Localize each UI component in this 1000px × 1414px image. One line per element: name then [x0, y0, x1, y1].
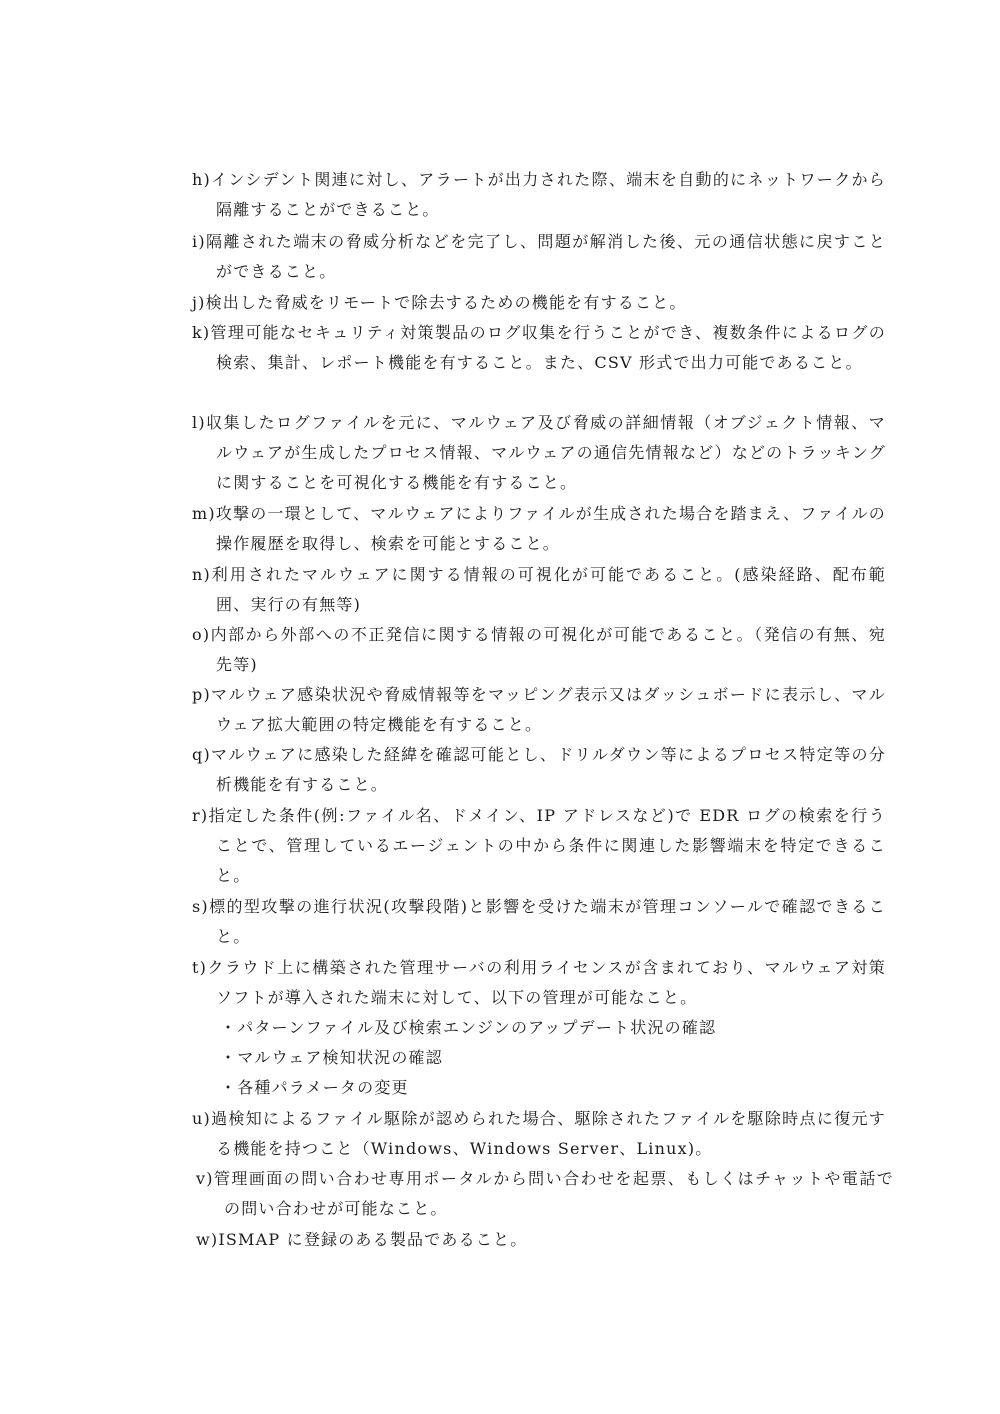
item-marker: i)	[192, 232, 206, 251]
item-marker: o)	[192, 625, 211, 644]
item-text: インシデント関連に対し、アラートが出力された際、端末を自動的にネットワークから隔離することができること。	[210, 170, 886, 219]
item-text: 指定した条件(例:ファイル名、ドメイン、IP アドレスなど)で EDR ログの検索を行うことで、管理しているエージェントの中から条件に関連した影響端末を特定できること。	[208, 806, 886, 885]
t-subitem-pattern-update: ・パターンファイル及び検索エンジンのアップデート状況の確認	[220, 1018, 717, 1037]
list-item-m	[192, 499, 886, 559]
item-text: ISMAP に登録のある製品であること。	[218, 1230, 528, 1249]
list-item-o	[192, 620, 886, 680]
list-item-n	[192, 560, 886, 620]
list-item-s	[192, 892, 886, 952]
list-item-r	[192, 801, 886, 891]
item-text: 検出した脅威をリモートで除去するための機能を有すること。	[205, 293, 687, 312]
item-text: 収集したログファイルを元に、マルウェア及び脅威の詳細情報（オブジェクト情報、マルウェアが生成したプロセス情報、マルウェアの通信先情報など）などのトラッキングに関することを可視化する機能を有すること。	[205, 413, 886, 492]
item-marker: p)	[192, 685, 211, 704]
item-marker: j)	[192, 293, 206, 312]
list-item-i	[192, 227, 886, 287]
list-item-l	[192, 408, 886, 498]
item-text: マルウェア感染状況や脅威情報等をマッピング表示又はダッシュボードに表示し、マルウェア拡大範囲の特定機能を有すること。	[210, 685, 886, 734]
item-text: マルウェアに感染した経緯を確認可能とし、ドリルダウン等によるプロセス特定等の分析機能を有すること。	[210, 745, 886, 794]
item-marker: m)	[192, 504, 216, 523]
list-item-p	[192, 680, 886, 740]
list-item-j	[192, 288, 886, 318]
item-marker: u)	[192, 1109, 211, 1128]
list-item-k	[192, 318, 886, 378]
item-text: 攻撃の一環として、マルウェアによりファイルが生成された場合を踏まえ、ファイルの操作履歴を取得し、検索を可能とすること。	[215, 504, 886, 553]
item-text: 管理画面の問い合わせ専用ポータルから問い合わせを起票、もしくはチャットや電話での問い合わせが可能なこと。	[213, 1169, 894, 1218]
item-text: 利用されたマルウェアに関する情報の可視化が可能であること。(感染経路、配布範囲、実行の有無等)	[210, 565, 886, 614]
item-text: 過検知によるファイル駆除が認められた場合、駆除されたファイルを駆除時点に復元する機能を持つこと（Windows、Windows Server、Linux)。	[210, 1109, 886, 1158]
item-marker: v)	[196, 1169, 214, 1188]
item-marker: h)	[192, 170, 211, 189]
list-item-h	[192, 165, 886, 225]
list-item-w	[192, 1225, 866, 1255]
list-item-v	[192, 1164, 894, 1224]
t-subitem-detection-status: ・マルウェア検知状況の確認	[220, 1048, 443, 1067]
item-text: クラウド上に構築された管理サーバの利用ライセンスが含まれており、マルウェア対策ソフトが導入された端末に対して、以下の管理が可能なこと。	[207, 958, 886, 1007]
list-item-t	[192, 953, 886, 1013]
list-item-q	[192, 740, 886, 800]
item-text: 内部から外部への不正発信に関する情報の可視化が可能であること。（発信の有無、宛先等)	[210, 625, 886, 674]
item-text: 隔離された端末の脅威分析などを完了し、問題が解消した後、元の通信状態に戻すことができること。	[205, 232, 886, 281]
item-marker: r)	[192, 806, 209, 825]
item-text: 管理可能なセキュリティ対策製品のログ収集を行うことができ、複数条件によるログの検索、集計、レポート機能を有すること。また、CSV 形式で出力可能であること。	[210, 323, 886, 372]
item-marker: q)	[192, 745, 211, 764]
t-subitem-parameter-change: ・各種パラメータの変更	[220, 1078, 409, 1097]
item-marker: t)	[192, 958, 208, 977]
item-marker: w)	[196, 1230, 219, 1249]
item-marker: l)	[192, 413, 206, 432]
item-marker: n)	[192, 565, 211, 584]
item-text: 標的型攻撃の進行状況(攻撃段階)と影響を受けた端末が管理コンソールで確認できること。	[208, 897, 886, 946]
item-marker: k)	[192, 323, 211, 342]
item-marker: s)	[192, 897, 209, 916]
list-item-u	[192, 1104, 886, 1164]
